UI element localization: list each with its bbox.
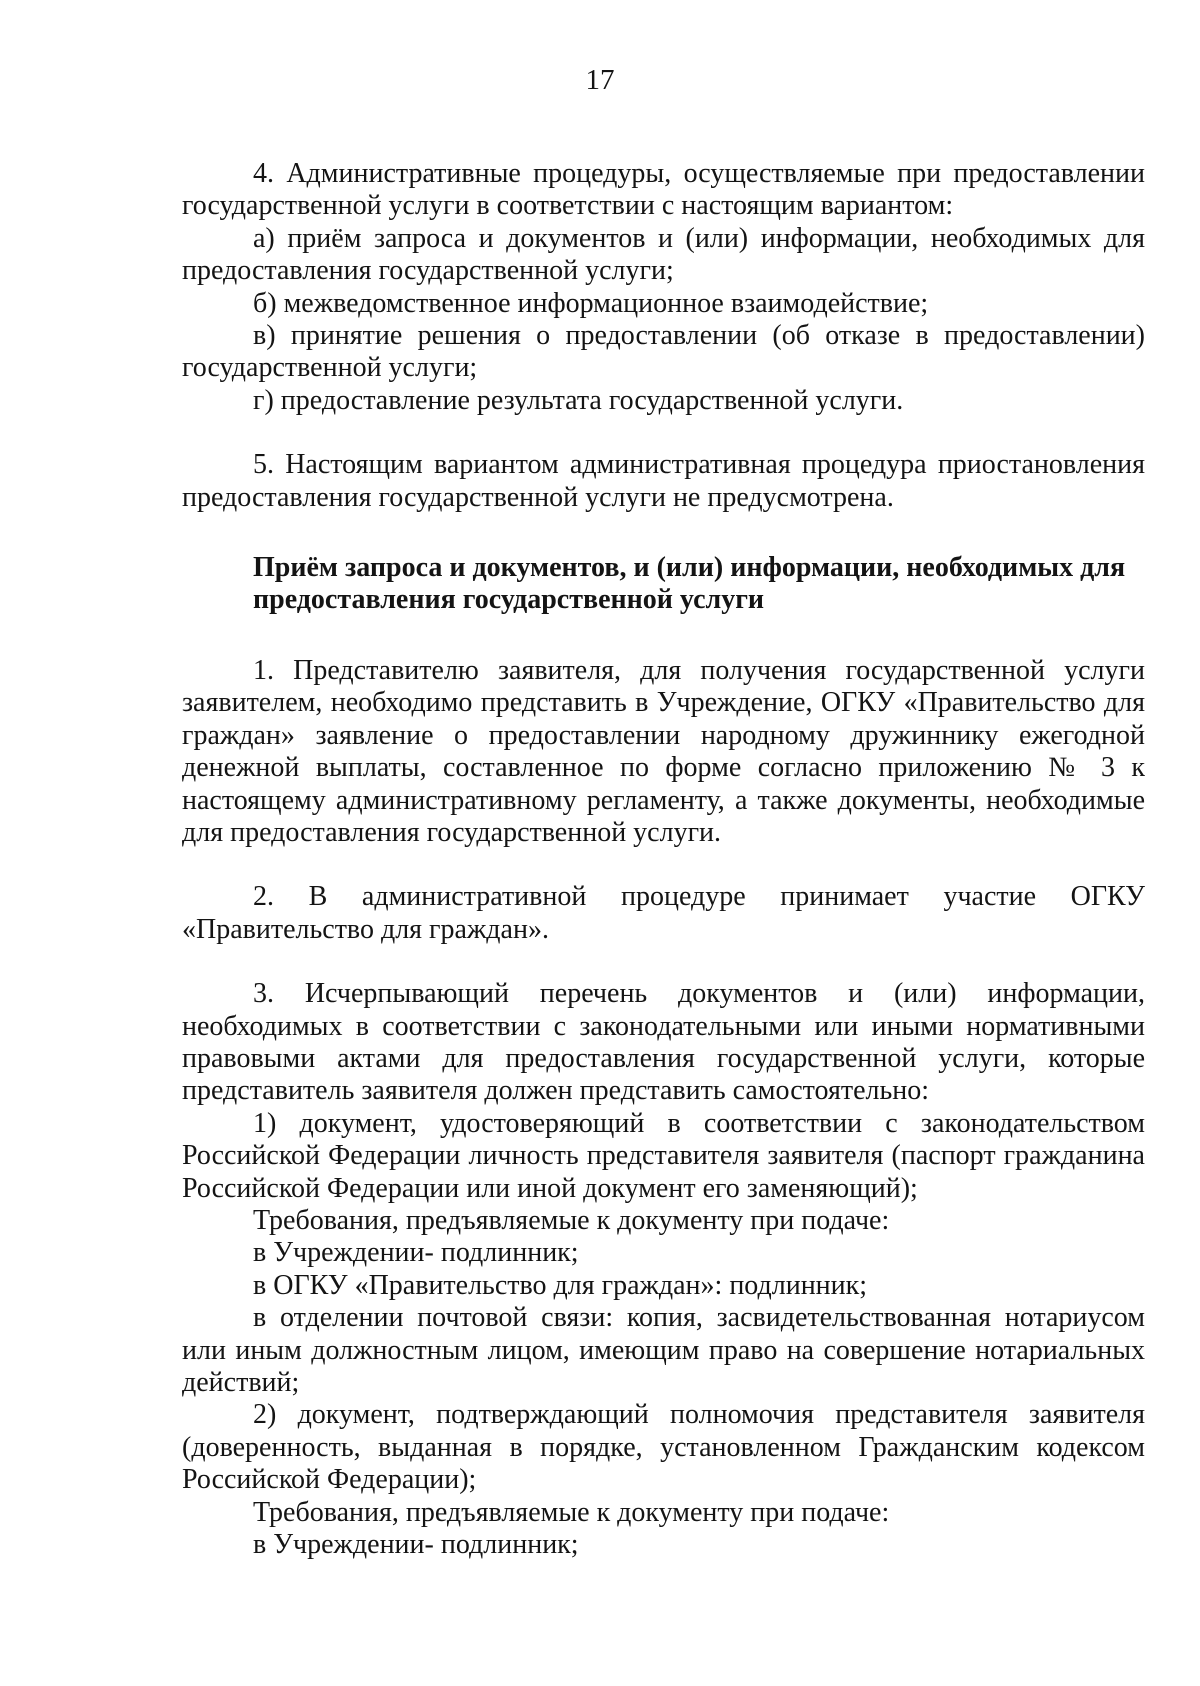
section-4-item-b: б) межведомственное информационное взаимодействие; bbox=[253, 287, 929, 319]
page-number: 17 bbox=[585, 64, 615, 96]
clause-3-doc-1-requirements-title: Требования, предъявляемые к документу при подаче: bbox=[253, 1204, 890, 1236]
section-heading-line-2: предоставления государственной услуги bbox=[253, 584, 765, 616]
section-heading-line-1: Приём запроса и документов, и (или) информации, необходимых для bbox=[253, 552, 1126, 584]
clause-3-doc-2-requirements-title: Требования, предъявляемые к документу при подаче: bbox=[253, 1496, 890, 1528]
clause-3-intro: 3. Исчерпывающий перечень документов и (или) информации, необходимых в соответствии с законодательными или иными нормативными правовыми актами для предоставления государственной услуги, которые представитель заявителя должен представить самостоятельно: bbox=[182, 978, 1145, 1107]
section-4-item-d: г) предоставление результата государственной услуги. bbox=[253, 384, 904, 416]
clause-3-doc-1-requirement: в ОГКУ «Правительство для граждан»: подлинник; bbox=[253, 1269, 868, 1301]
section-4-item-c: в) принятие решения о предоставлении (об отказе в предоставлении) государственной услуги; bbox=[182, 320, 1145, 384]
clause-2: 2. В административной процедуре принимает участие ОГКУ «Правительство для граждан». bbox=[182, 881, 1145, 945]
section-4-intro: 4. Административные процедуры, осуществляемые при предоставлении государственной услуги в соответствии с настоящим вариантом: bbox=[182, 158, 1145, 222]
clause-3-doc-1: 1) документ, удостоверяющий в соответствии с законодательством Российской Федерации личность представителя заявителя (паспорт гражданина Российской Федерации или иной документ его заменяющий); bbox=[182, 1107, 1145, 1204]
section-4-item-a: а) приём запроса и документов и (или) информации, необходимых для предоставления государственной услуги; bbox=[182, 222, 1145, 287]
clause-3-doc-2: 2) документ, подтверждающий полномочия представителя заявителя (доверенность, выданная в порядке, установленном Гражданским кодексом Российской Федерации); bbox=[182, 1399, 1145, 1496]
clause-3-doc-2-requirement: в Учреждении- подлинник; bbox=[253, 1529, 579, 1561]
clause-3-doc-1-requirement: в отделении почтовой связи: копия, засвидетельствованная нотариусом или иным должностным лицом, имеющим право на совершение нотариальных действий; bbox=[182, 1302, 1145, 1398]
clause-1: 1. Представителю заявителя, для получения государственной услуги заявителем, необходимо представить в Учреждение, ОГКУ «Правительство для граждан» заявление о предоставлении народному дружиннику ежегодной денежной выплаты, составленное по форме согласно приложению № 3 к настоящему административному регламенту, а также документы, необходимые для предоставления государственной услуги. bbox=[182, 654, 1145, 848]
document-body bbox=[182, 158, 1145, 1561]
section-heading bbox=[182, 552, 1145, 617]
clause-3-doc-1-requirement: в Учреждении- подлинник; bbox=[253, 1237, 579, 1269]
section-5: 5. Настоящим вариантом административная процедура приостановления предоставления государственной услуги не предусмотрена. bbox=[182, 449, 1145, 513]
